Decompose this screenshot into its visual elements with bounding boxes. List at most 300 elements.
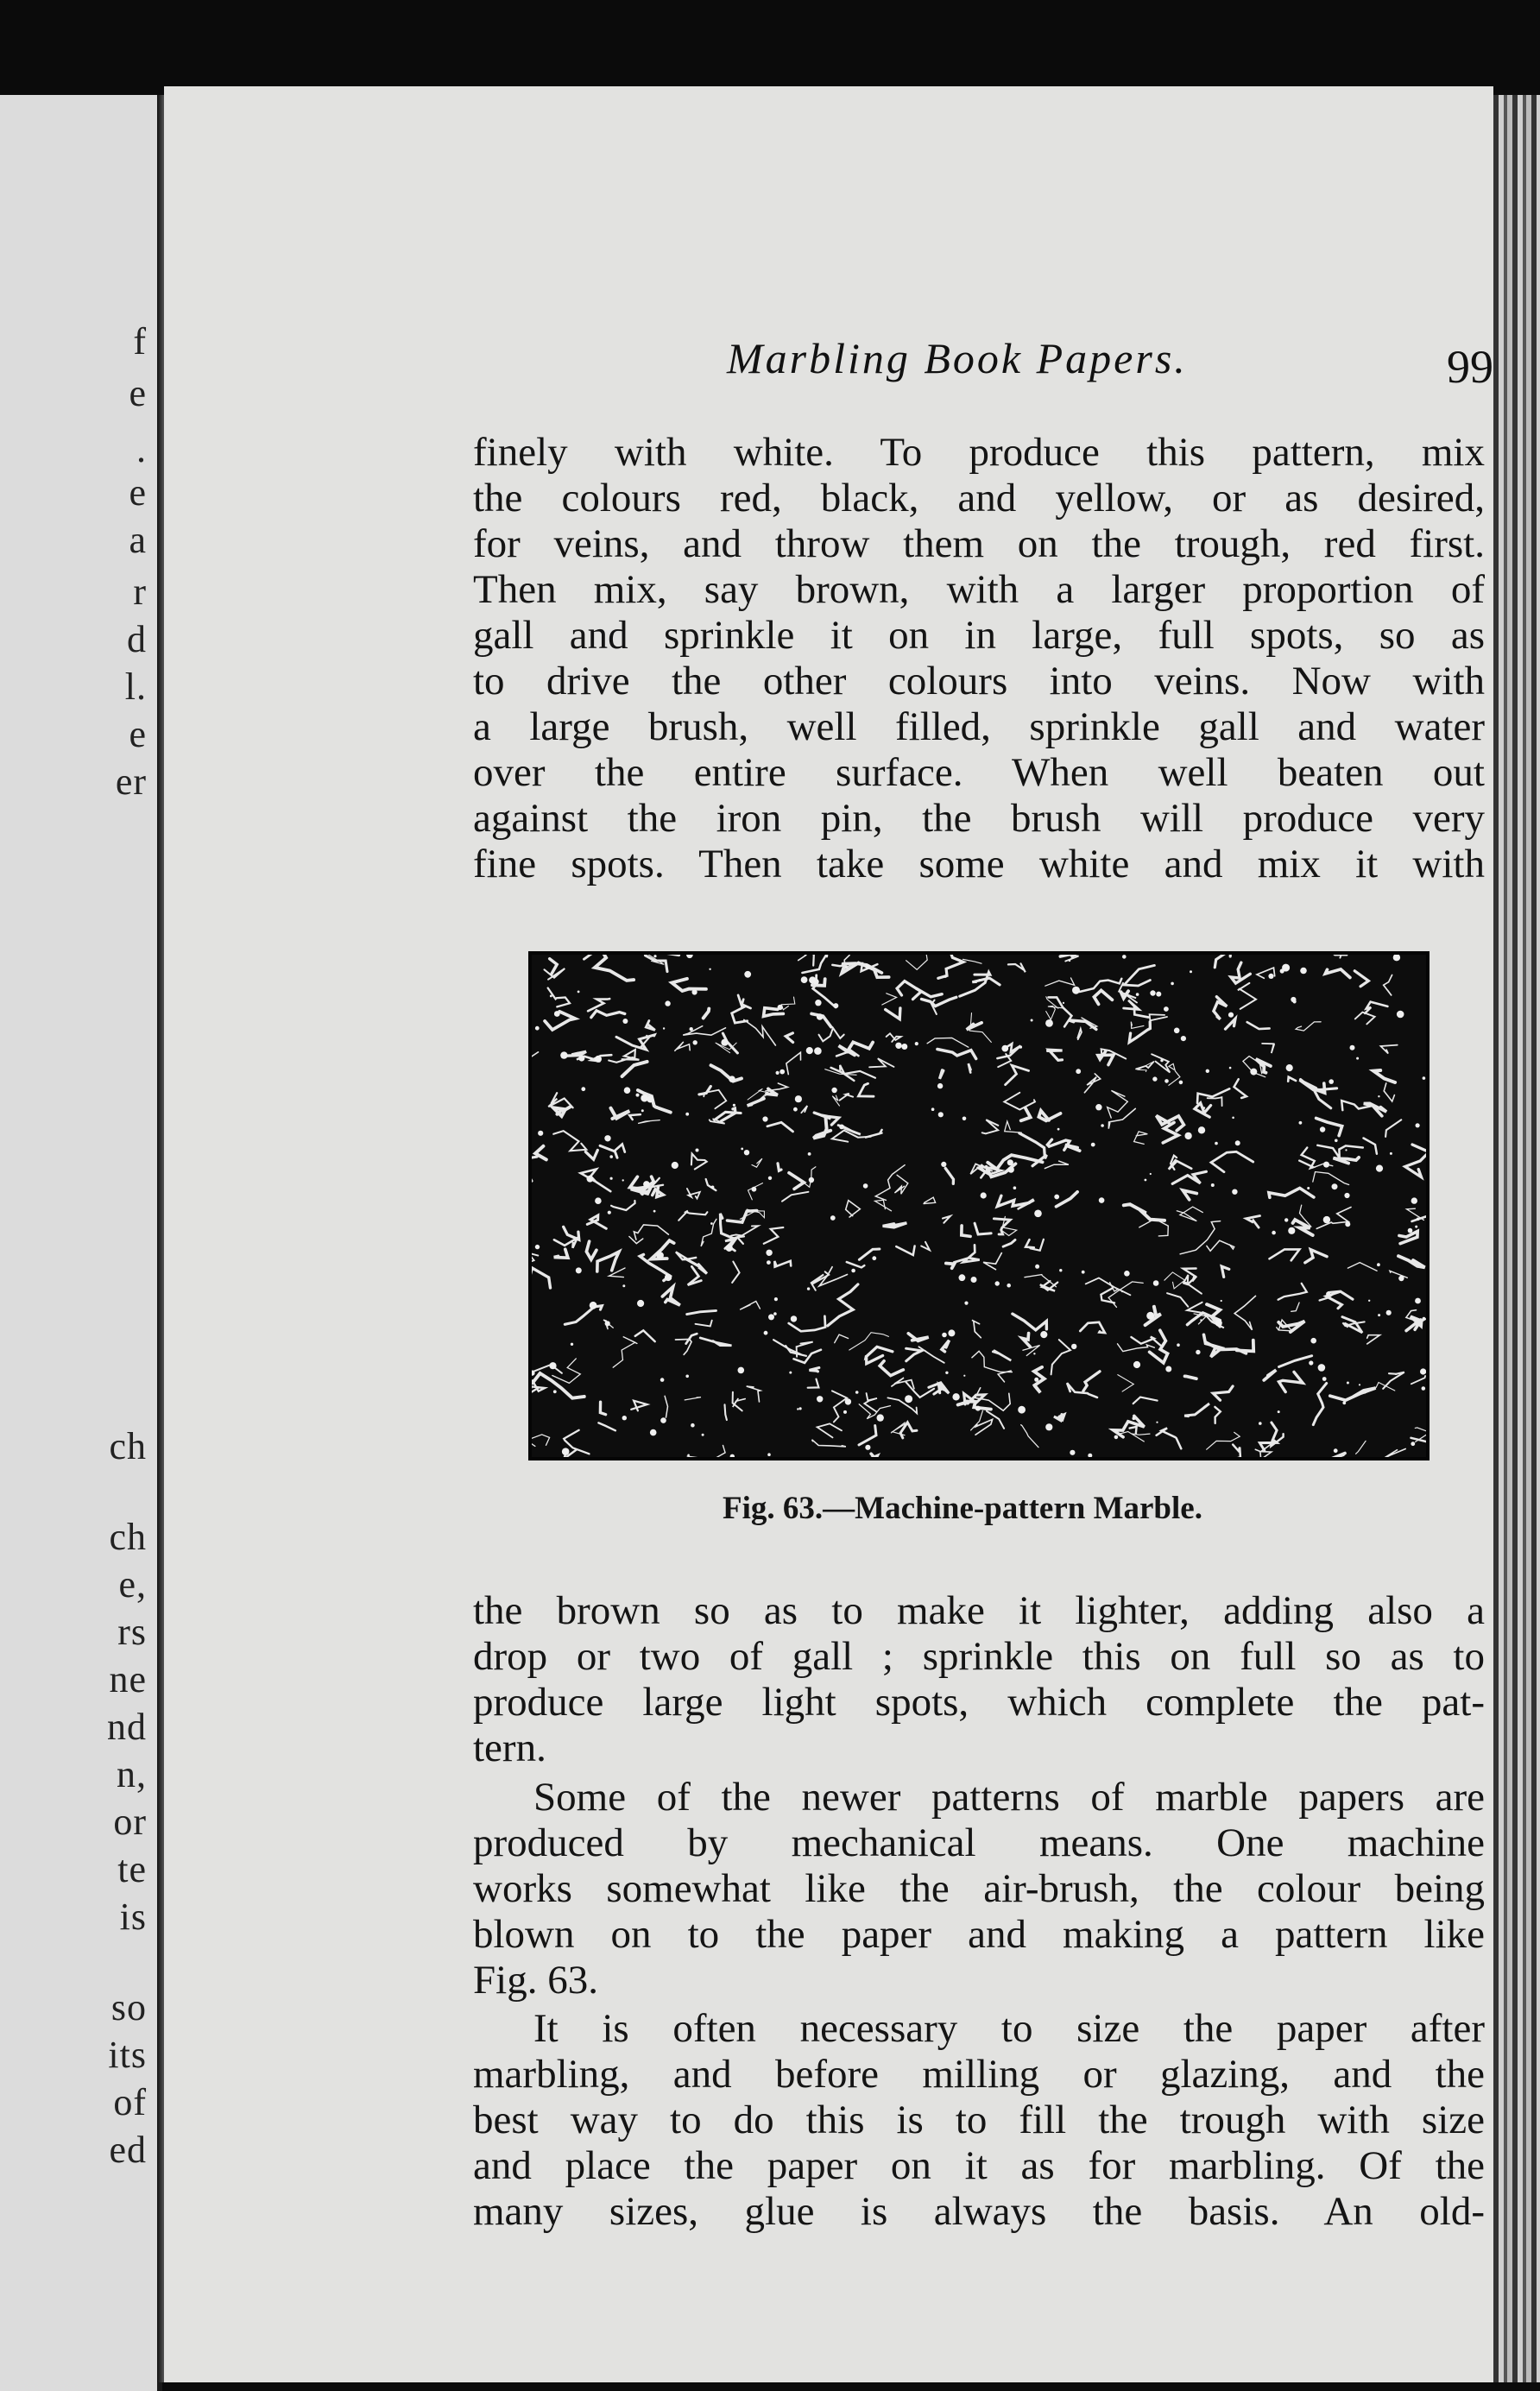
marble-speck	[1329, 1079, 1334, 1084]
marble-vein	[997, 1044, 1020, 1058]
marble-speck	[1323, 1162, 1329, 1168]
marble-vein	[748, 1099, 765, 1106]
marble-speck	[808, 1152, 811, 1156]
marble-vein	[1215, 955, 1230, 968]
marble-vein	[1169, 1063, 1180, 1085]
marble-vein	[1390, 1271, 1407, 1278]
marble-vein	[835, 1334, 849, 1343]
previous-page-fragment: r	[133, 571, 147, 613]
marble-vein	[728, 1211, 757, 1223]
marble-vein	[1364, 1139, 1377, 1154]
marble-speck	[817, 1013, 824, 1020]
text-line: It is often necessary to size the paper after	[533, 2006, 1485, 2051]
marble-speck	[571, 1343, 573, 1346]
marble-vein	[946, 1264, 955, 1269]
marble-speck	[793, 1107, 798, 1112]
marble-vein	[685, 1397, 701, 1400]
marble-vein	[1364, 1103, 1386, 1115]
marble-speck	[702, 1434, 704, 1436]
marble-speck	[942, 1333, 947, 1338]
marble-vein	[1003, 1240, 1015, 1246]
text-line: and place the paper on it as for marbling. Of the	[473, 2143, 1485, 2188]
marble-vein	[1293, 1220, 1313, 1235]
marble-speck	[1215, 1142, 1218, 1145]
figure-marble-pattern	[528, 951, 1430, 1460]
marble-vein	[943, 1216, 950, 1223]
marble-vein	[646, 1021, 655, 1031]
marble-speck	[766, 1250, 772, 1256]
marble-vein	[732, 1262, 740, 1284]
marble-vein	[1183, 1275, 1202, 1294]
marble-vein	[565, 1051, 586, 1056]
marble-vein	[1124, 965, 1154, 986]
marble-speck	[1368, 1300, 1370, 1302]
marble-vein	[687, 1310, 716, 1314]
marble-vein	[591, 1011, 625, 1018]
marble-vein	[846, 1201, 861, 1217]
marble-vein	[972, 1351, 1013, 1372]
marble-speck	[1397, 1011, 1404, 1019]
marble-vein	[532, 1268, 551, 1288]
marble-speck	[1411, 1442, 1415, 1446]
marble-vein	[1279, 1372, 1303, 1391]
marble-vein	[548, 1093, 572, 1107]
marble-speck	[1417, 1218, 1420, 1221]
marble-vein	[629, 1114, 641, 1120]
marble-vein	[646, 956, 668, 972]
marble-speck	[663, 1027, 665, 1029]
marble-speck	[730, 1454, 735, 1457]
marble-speck	[609, 1155, 613, 1158]
marble-vein	[565, 1306, 602, 1325]
marble-speck	[937, 1083, 943, 1088]
marble-speck	[1398, 1276, 1404, 1281]
text-line: the colours red, black, and yellow, or as desired,	[473, 476, 1485, 520]
text-line: Fig. 63.	[473, 1958, 598, 2003]
marble-speck	[778, 1005, 783, 1010]
marble-speck	[952, 1393, 959, 1400]
marble-vein	[1214, 997, 1227, 1019]
marble-vein	[1384, 1083, 1394, 1101]
marble-vein	[1231, 1445, 1240, 1457]
marble-speck	[1259, 1422, 1262, 1425]
marble-speck	[1150, 990, 1155, 995]
marble-speck	[1291, 997, 1296, 1002]
marble-vein	[791, 955, 806, 961]
marble-speck	[624, 1087, 631, 1094]
marble-vein	[1269, 1188, 1314, 1197]
marble-vein	[1256, 1059, 1271, 1073]
marble-speck	[767, 1453, 771, 1456]
marble-vein	[1108, 1108, 1135, 1128]
previous-page-fragment: e	[129, 713, 147, 755]
marble-speck	[1196, 1350, 1200, 1354]
marble-speck	[1415, 1298, 1421, 1304]
marble-speck	[773, 1312, 777, 1315]
previous-page-fragment: d	[127, 618, 147, 660]
marble-speck	[1088, 1454, 1092, 1457]
marble-speck	[1114, 1435, 1119, 1440]
marble-speck	[1250, 1069, 1257, 1076]
marble-vein	[587, 1215, 606, 1228]
marble-vein	[812, 1440, 846, 1447]
marble-speck	[843, 1410, 847, 1414]
marble-vein	[1329, 1454, 1345, 1457]
marble-speck	[1164, 1006, 1169, 1012]
text-line: over the entire surface. When well beaten out	[473, 750, 1485, 795]
marble-vein	[1317, 1145, 1363, 1158]
marble-vein	[887, 1033, 901, 1042]
marble-vein	[711, 1065, 742, 1081]
marble-vein	[1325, 969, 1350, 978]
marble-vein	[801, 1106, 807, 1113]
previous-page-fragment: nd	[107, 1706, 147, 1748]
marble-vein	[1296, 1022, 1321, 1031]
marble-speck	[774, 1297, 778, 1301]
marble-speck	[1422, 1386, 1426, 1391]
marble-vein	[696, 1321, 712, 1327]
marble-vein	[971, 1410, 983, 1430]
marble-vein	[553, 1131, 586, 1151]
marble-speck	[576, 1267, 582, 1273]
marble-speck	[535, 1245, 540, 1249]
marble-vein	[1157, 1116, 1184, 1131]
marble-speck	[964, 1302, 968, 1305]
marble-speck	[895, 1043, 901, 1049]
marble-vein	[789, 1173, 804, 1189]
marble-vein	[967, 1023, 981, 1030]
marble-speck	[1063, 1002, 1064, 1004]
marble-vein	[764, 1227, 784, 1244]
marble-vein	[1279, 1356, 1312, 1367]
marble-vein	[975, 1419, 993, 1435]
marble-veins	[532, 955, 1426, 1457]
marble-vein	[954, 1245, 980, 1262]
marble-speck	[741, 1148, 743, 1151]
marble-vein	[859, 1083, 874, 1096]
marble-speck	[1156, 992, 1161, 997]
marble-speck	[622, 1284, 625, 1287]
page-block-edge	[1493, 95, 1540, 2382]
marble-speck	[1164, 1079, 1169, 1083]
marble-vein	[675, 1042, 690, 1050]
marble-vein	[1405, 1145, 1426, 1177]
marble-vein	[1084, 1074, 1100, 1093]
previous-page-fragment: is	[119, 1896, 147, 1938]
marble-speck	[817, 1396, 823, 1402]
paragraph-bottom-1	[473, 1588, 1485, 1771]
marble-speck	[1342, 1401, 1346, 1404]
marble-speck	[643, 1181, 650, 1188]
marble-speck	[721, 1039, 728, 1046]
marble-vein	[906, 1348, 922, 1361]
marble-vein	[1006, 1065, 1029, 1084]
marble-speck	[656, 1252, 664, 1259]
marble-speck	[1423, 1317, 1426, 1321]
marble-speck	[1153, 1280, 1159, 1286]
marble-vein	[1184, 1404, 1209, 1416]
marble-speck	[538, 1131, 543, 1136]
text-line: drop or two of gall ; sprinkle this on full so as to	[473, 1634, 1485, 1679]
marble-vein	[1057, 1192, 1078, 1207]
marble-speck	[809, 1177, 814, 1183]
marble-vein	[672, 979, 706, 991]
marble-speck	[1326, 1291, 1330, 1296]
marble-speck	[1091, 1143, 1095, 1147]
text-line: Some of the newer patterns of marble papers are	[533, 1775, 1485, 1820]
marble-speck	[971, 1277, 977, 1283]
marble-speck	[1286, 1064, 1293, 1071]
marble-vein	[794, 1350, 822, 1363]
marble-speck	[1018, 1406, 1026, 1414]
marble-vein	[1288, 1077, 1296, 1082]
marble-speck	[1198, 1126, 1205, 1133]
marble-vein	[997, 1196, 1029, 1206]
marble-vein	[554, 1249, 568, 1258]
text-line: for veins, and throw them on the trough, red first.	[473, 521, 1485, 566]
marble-speck	[1332, 1183, 1338, 1189]
marble-speck	[931, 1107, 935, 1111]
marble-vein	[782, 1192, 808, 1202]
paragraph-bottom-3	[473, 2006, 1485, 2235]
marble-vein	[1262, 1044, 1274, 1053]
marble-speck	[550, 995, 552, 998]
marble-speck	[941, 1162, 946, 1167]
marble-vein	[1152, 1054, 1170, 1072]
marble-speck	[1376, 1165, 1383, 1172]
marble-vein	[859, 1249, 880, 1259]
marble-vein	[1005, 1121, 1022, 1132]
marble-speck	[791, 1315, 797, 1322]
marble-speck	[1288, 1227, 1295, 1234]
marble-vein	[1026, 1240, 1034, 1247]
marble-vein	[725, 1404, 727, 1420]
marble-vein	[1354, 971, 1368, 987]
marble-vein	[1133, 1397, 1158, 1404]
marble-vein	[1008, 963, 1026, 972]
previous-page-fragment: l.	[124, 666, 147, 708]
marble-speck	[1045, 1423, 1052, 1430]
marble-speck	[830, 1215, 836, 1221]
marble-vein	[940, 1070, 944, 1079]
marble-speck	[1320, 1126, 1325, 1132]
marble-speck	[1033, 1353, 1035, 1354]
marble-vein	[653, 1186, 664, 1196]
marble-speck	[1350, 1045, 1355, 1050]
marble-vein	[550, 959, 558, 975]
text-line: blown on to the paper and making a pattern like	[473, 1912, 1485, 1957]
marble-vein	[1299, 1148, 1315, 1169]
marble-vein	[586, 1241, 596, 1259]
marble-speck	[535, 1026, 540, 1031]
marble-vein	[819, 1267, 847, 1286]
marble-speck	[581, 1087, 585, 1091]
marble-vein	[1207, 1240, 1234, 1251]
marble-vein	[732, 1005, 751, 1023]
marble-speck	[660, 1417, 666, 1423]
text-line: works somewhat like the air-brush, the colour being	[473, 1866, 1485, 1911]
marble-vein	[1195, 1103, 1211, 1117]
marble-vein	[552, 1359, 581, 1384]
marble-vein	[662, 1287, 680, 1305]
marble-vein	[972, 1320, 981, 1337]
marble-speck	[1390, 1152, 1392, 1155]
previous-page-fragment: a	[129, 519, 147, 561]
marble-speck	[1059, 1269, 1062, 1271]
marble-speck	[1420, 1368, 1426, 1374]
marble-speck	[685, 1375, 689, 1378]
marble-speck	[1013, 1186, 1017, 1189]
marble-vein	[1124, 1204, 1164, 1221]
previous-page-fragment: its	[108, 2034, 147, 2076]
marble-vein	[597, 1252, 619, 1271]
marble-speck	[1035, 1265, 1039, 1269]
marble-vein	[748, 1183, 763, 1200]
marble-vein	[832, 1391, 847, 1422]
marble-vein	[887, 1397, 917, 1413]
previous-page-fragment: .	[136, 428, 147, 470]
marble-speck	[1310, 1338, 1316, 1344]
marble-speck	[901, 1044, 907, 1050]
marble-speck	[845, 966, 848, 968]
marble-speck	[1184, 1132, 1191, 1139]
marble-speck	[1145, 1179, 1147, 1182]
marble-vein	[1167, 1293, 1188, 1307]
marble-pattern-image	[532, 955, 1426, 1457]
marble-vein	[1134, 1132, 1148, 1145]
marble-vein	[886, 1008, 900, 1019]
marble-speck	[1181, 1036, 1186, 1041]
paragraph-top	[473, 430, 1485, 887]
marble-vein	[704, 1009, 710, 1019]
marble-vein	[778, 1164, 781, 1171]
marble-speck	[595, 1056, 602, 1063]
marble-vein	[1004, 1093, 1035, 1110]
marble-vein	[1067, 1383, 1097, 1397]
marble-speck	[1232, 1189, 1237, 1195]
previous-page-edge	[0, 95, 162, 2391]
marble-speck	[1082, 1271, 1085, 1274]
text-line: fine spots. Then take some white and mix it with	[473, 842, 1485, 886]
marble-vein	[817, 1423, 842, 1437]
book-page	[164, 86, 1493, 2382]
marble-speck	[1416, 1123, 1420, 1127]
marble-vein	[1383, 1449, 1406, 1458]
marble-vein	[532, 1157, 537, 1181]
marble-speck	[665, 1000, 670, 1006]
marble-speck	[1171, 982, 1174, 986]
marble-speck	[636, 1094, 640, 1097]
marble-vein	[554, 1238, 578, 1247]
marble-vein	[937, 1050, 976, 1059]
marble-vein	[1013, 1314, 1047, 1330]
marble-speck	[687, 1454, 690, 1457]
text-line: a large brush, well filled, sprinkle gall and water	[473, 704, 1485, 749]
marble-speck	[1076, 1069, 1081, 1074]
marble-vein	[906, 955, 930, 969]
marble-vein	[1164, 1272, 1185, 1289]
marble-vein	[1077, 1029, 1082, 1039]
marble-vein	[1177, 1207, 1202, 1221]
marble-speck	[801, 976, 808, 983]
marble-vein	[554, 955, 596, 959]
marble-speck	[1072, 987, 1080, 994]
marble-speck	[608, 1211, 611, 1214]
marble-vein	[548, 988, 570, 1007]
text-line: finely with white. To produce this pattern, mix	[473, 430, 1485, 475]
marble-speck	[622, 1179, 624, 1181]
marble-speck	[1335, 1139, 1338, 1143]
marble-speck	[981, 1192, 987, 1198]
marble-vein	[687, 1189, 700, 1199]
previous-page-fragment: e,	[118, 1563, 147, 1606]
marble-speck	[863, 1183, 868, 1189]
marble-speck	[1322, 1377, 1327, 1381]
marble-vein	[1157, 1428, 1182, 1448]
marble-speck	[733, 1104, 735, 1107]
marble-speck	[686, 955, 693, 958]
marble-vein	[1291, 1303, 1299, 1311]
marble-vein	[840, 1094, 854, 1101]
marble-speck	[1146, 1312, 1154, 1320]
marble-vein	[1038, 1111, 1060, 1121]
marble-speck	[963, 1375, 965, 1377]
marble-speck	[641, 1095, 648, 1102]
marble-vein	[828, 1284, 858, 1326]
marble-vein	[1185, 1376, 1196, 1378]
marble-vein	[676, 1340, 692, 1355]
marble-speck	[981, 1022, 983, 1025]
marble-speck	[1054, 1195, 1059, 1200]
marble-vein	[701, 1219, 716, 1246]
marble-speck	[1415, 1226, 1417, 1228]
marble-vein	[532, 1253, 538, 1267]
marble-vein	[1080, 1322, 1105, 1333]
marble-vein	[810, 1368, 819, 1372]
marble-speck	[553, 1390, 557, 1393]
marble-speck	[1215, 1320, 1222, 1327]
marble-speck	[865, 1445, 870, 1450]
marble-speck	[650, 1429, 657, 1436]
marble-vein	[687, 1446, 725, 1458]
marble-vein	[532, 1435, 550, 1447]
figure-caption: Fig. 63.—Machine-pattern Marble.	[723, 1491, 1202, 1526]
marble-speck	[1278, 1410, 1280, 1413]
marble-vein	[744, 1019, 776, 1045]
marble-vein	[938, 955, 963, 978]
previous-page-fragment: te	[117, 1848, 147, 1890]
marble-speck	[779, 1069, 785, 1075]
marble-vein	[767, 1122, 793, 1132]
marble-vein	[1234, 1079, 1247, 1098]
marble-vein	[611, 1108, 630, 1119]
text-line: against the iron pin, the brush will produce very	[473, 796, 1485, 841]
marble-speck	[1386, 1310, 1392, 1315]
marble-speck	[605, 1321, 610, 1326]
previous-page-fragment: e	[129, 372, 147, 414]
marble-speck	[1045, 1019, 1053, 1027]
marble-speck	[797, 1408, 798, 1410]
marble-vein	[866, 1347, 893, 1363]
marble-speck	[1069, 960, 1071, 962]
marble-vein	[1399, 1231, 1417, 1243]
marble-speck	[590, 1302, 597, 1309]
marble-vein	[774, 1261, 791, 1267]
marble-vein	[1278, 1284, 1307, 1300]
marble-vein	[611, 1201, 635, 1210]
marble-speck	[1070, 1450, 1075, 1455]
marble-vein	[1221, 1266, 1229, 1277]
